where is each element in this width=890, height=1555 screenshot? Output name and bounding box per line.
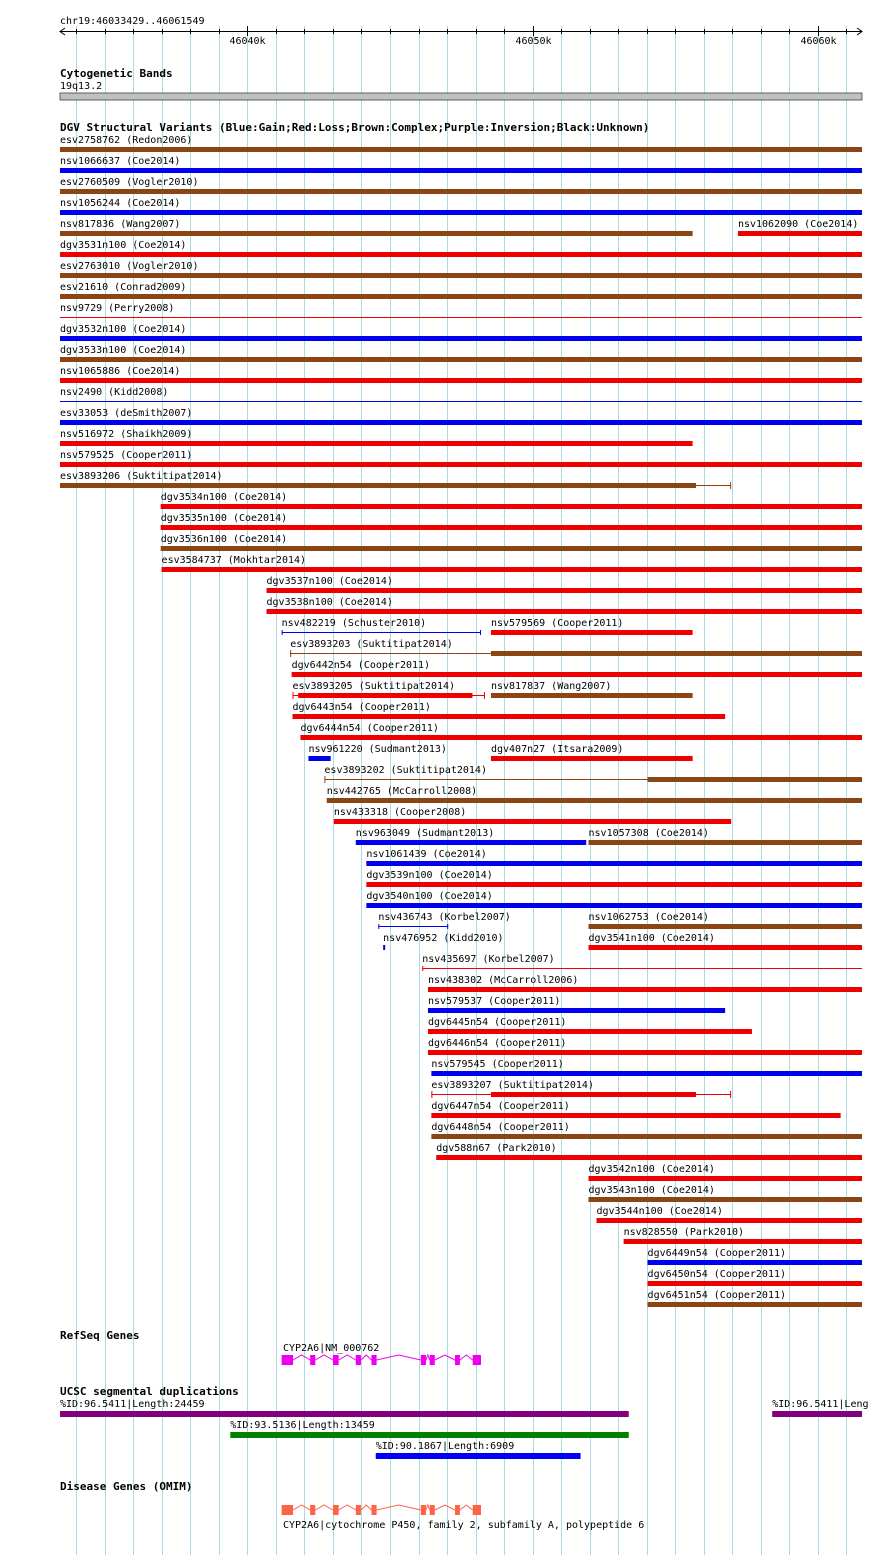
dgv-feature-label: nsv436743 (Korbel2007) [378, 912, 511, 923]
dgv-feature-label: nsv438302 (McCarroll2006) [427, 975, 579, 986]
dgv-feature[interactable] [324, 765, 862, 783]
refseq-intron [435, 1355, 455, 1360]
dgv-feature-label: esv3893202 (Suktitipat2014) [324, 765, 487, 776]
dgv-feature[interactable] [282, 618, 481, 635]
dgv-feature-label: dgv3538n100 (Coe2014) [266, 597, 393, 608]
dgv-feature[interactable] [60, 471, 731, 489]
dgv-feature[interactable] [422, 954, 862, 971]
dgv-feature-label: dgv588n67 (Park2010) [436, 1143, 557, 1154]
dgv-feature-block [491, 756, 693, 761]
dgv-feature-label: esv21610 (Conrad2009) [60, 282, 187, 293]
dgv-feature-block [60, 273, 862, 278]
dgv-feature-label: esv3893203 (Suktitipat2014) [290, 639, 453, 650]
dgv-feature[interactable] [334, 807, 731, 824]
dgv-feature-block [589, 1197, 862, 1202]
dgv-feature-label: nsv1061439 (Coe2014) [366, 849, 487, 860]
dgv-feature-block [60, 483, 696, 488]
dgv-feature-block [366, 882, 862, 887]
omim-exon [455, 1505, 460, 1515]
omim-exon [333, 1505, 339, 1515]
refseq-intron [315, 1355, 333, 1360]
dgv-feature-block [292, 672, 862, 677]
dgv-feature-block [60, 420, 862, 425]
dgv-feature[interactable] [378, 912, 510, 929]
dgv-feature-label: dgv6448n54 (Cooper2011) [431, 1122, 570, 1133]
refseq-exon [430, 1355, 435, 1365]
dgv-feature[interactable] [428, 996, 725, 1013]
dgv-feature[interactable] [161, 534, 862, 551]
dgv-feature-block [589, 1176, 862, 1181]
dgv-feature[interactable] [267, 576, 862, 593]
dgv-feature-block [162, 567, 862, 572]
dgv-feature[interactable] [491, 618, 693, 635]
dgv-feature[interactable] [589, 1164, 862, 1181]
dgv-feature-label: esv3893207 (Suktitipat2014) [431, 1080, 594, 1091]
omim-intron [377, 1505, 421, 1510]
dgv-feature-label: esv2763010 (Vogler2010) [60, 261, 199, 272]
dgv-feature-label: nsv817836 (Wang2007) [60, 219, 181, 230]
dgv-feature-label: nsv817837 (Wang2007) [490, 681, 612, 692]
refseq-intron [293, 1355, 310, 1360]
refseq-intron [426, 1355, 430, 1360]
dgv-feature-label: nsv1057308 (Coe2014) [588, 828, 709, 839]
omim-track-title: Disease Genes (OMIM) [60, 1480, 193, 1493]
dgv-feature-label: nsv435697 (Korbel2007) [422, 954, 555, 965]
dgv-feature-block [436, 1155, 862, 1160]
segdup-features [60, 1399, 869, 1459]
dgv-feature[interactable] [60, 450, 862, 467]
dgv-feature-label: nsv476952 (Kidd2010) [383, 933, 504, 944]
dgv-feature-label: dgv6451n54 (Cooper2011) [647, 1290, 787, 1301]
omim-exon [282, 1505, 293, 1515]
dgv-feature-block [738, 231, 862, 236]
dgv-feature-end-cap [730, 1091, 731, 1098]
segdup-feature-block [230, 1432, 628, 1438]
dgv-feature-block [589, 840, 862, 845]
dgv-feature[interactable] [290, 639, 862, 657]
refseq-intron [339, 1355, 356, 1360]
dgv-feature-block [60, 168, 862, 173]
dgv-feature-label: nsv9729 (Perry2008) [60, 303, 175, 314]
dgv-feature-label: dgv6445n54 (Cooper2011) [427, 1017, 567, 1028]
dgv-feature-block [366, 861, 862, 866]
dgv-feature-label: esv2758762 (Redon2006) [60, 135, 193, 146]
dgv-feature-label: dgv6449n54 (Cooper2011) [647, 1248, 787, 1259]
dgv-feature-block [60, 147, 862, 152]
refseq-intron [361, 1355, 372, 1360]
dgv-feature-label: nsv1062090 (Coe2014) [737, 219, 859, 230]
dgv-feature-block [648, 1302, 862, 1307]
segdup-feature[interactable] [230, 1420, 628, 1438]
dgv-feature-label: dgv3532n100 (Coe2014) [60, 324, 187, 335]
dgv-feature-end-cap [480, 630, 481, 635]
dgv-feature-block [292, 714, 725, 719]
dgv-feature-label: nsv579537 (Cooper2011) [427, 996, 561, 1007]
dgv-feature-label: dgv6447n54 (Cooper2011) [431, 1101, 570, 1112]
dgv-feature[interactable] [383, 933, 503, 950]
dgv-feature-label: nsv433318 (Cooper2008) [333, 807, 467, 818]
dgv-feature-label: esv3584737 (Mokhtar2014) [161, 555, 307, 566]
refseq-exon [421, 1355, 426, 1365]
dgv-feature-block [60, 441, 693, 446]
dgv-feature-label: dgv3540n100 (Coe2014) [366, 891, 493, 902]
segdup-feature[interactable] [60, 1399, 629, 1417]
dgv-feature[interactable] [431, 1101, 840, 1118]
refseq-gene-label: CYP2A6|NM_000762 [283, 1343, 380, 1354]
dgv-feature-block [334, 819, 731, 824]
dgv-feature-block [356, 840, 586, 845]
dgv-feature[interactable] [292, 660, 862, 677]
dgv-feature-label: nsv1062753 (Coe2014) [588, 912, 709, 923]
dgv-feature-block [491, 693, 693, 698]
dgv-feature-label: dgv3536n100 (Coe2014) [160, 534, 288, 545]
dgv-feature[interactable] [366, 891, 862, 908]
dgv-features [60, 135, 862, 1307]
cytoband-label: 19q13.2 [60, 81, 103, 92]
refseq-exon [282, 1355, 293, 1365]
segdup-track-title: UCSC segmental duplications [60, 1385, 239, 1398]
dgv-feature[interactable] [436, 1143, 862, 1160]
dgv-feature-label: nsv1066637 (Coe2014) [60, 156, 181, 167]
dgv-feature[interactable] [648, 1248, 862, 1265]
dgv-feature-start-cap [292, 692, 293, 699]
dgv-feature[interactable] [366, 870, 862, 887]
dgv-feature-block [60, 336, 862, 341]
dgv-feature-start-cap [422, 966, 423, 971]
dgv-feature-block [589, 924, 862, 929]
segdup-feature[interactable] [772, 1399, 868, 1417]
dgv-feature[interactable] [267, 597, 862, 614]
dgv-feature-label: dgv3541n100 (Coe2014) [588, 933, 715, 944]
dgv-feature-block [161, 546, 862, 551]
dgv-feature[interactable] [431, 1122, 862, 1139]
dgv-feature[interactable] [60, 240, 862, 257]
dgv-feature-label: nsv442765 (McCarroll2008) [326, 786, 478, 797]
segdup-feature[interactable] [376, 1441, 581, 1459]
dgv-feature-block [60, 189, 862, 194]
omim-intron [435, 1505, 455, 1510]
dgv-feature[interactable] [624, 1227, 862, 1244]
omim-exon [430, 1505, 435, 1515]
dgv-feature-block [366, 903, 862, 908]
dgv-feature-label: dgv3535n100 (Coe2014) [160, 513, 288, 524]
refseq-exon [310, 1355, 315, 1365]
dgv-feature-start-cap [290, 650, 291, 657]
refseq-exon [371, 1355, 376, 1365]
dgv-feature[interactable] [60, 324, 862, 341]
dgv-feature[interactable] [60, 303, 862, 318]
dgv-feature[interactable] [60, 387, 862, 402]
dgv-feature-block [491, 651, 862, 656]
dgv-feature-label: nsv516972 (Shaikh2009) [60, 429, 193, 440]
dgv-feature-label: esv33053 (deSmith2007) [60, 408, 193, 419]
dgv-feature-label: dgv6444n54 (Cooper2011) [300, 723, 439, 734]
dgv-feature[interactable] [589, 1185, 862, 1202]
dgv-feature[interactable] [292, 702, 725, 719]
refseq-exon [455, 1355, 460, 1365]
dgv-feature-label: esv2760509 (Vogler2010) [60, 177, 199, 188]
omim-exon [310, 1505, 315, 1515]
dgv-feature[interactable] [431, 1059, 862, 1076]
dgv-feature-connector [696, 485, 731, 486]
dgv-feature-label: dgv3543n100 (Coe2014) [588, 1185, 715, 1196]
region-label: chr19:46033429..46061549 [60, 16, 205, 27]
dgv-feature-label: nsv828550 (Park2010) [623, 1227, 745, 1238]
dgv-feature-label: nsv1065886 (Coe2014) [60, 366, 181, 377]
refseq-gene-model[interactable] [282, 1355, 481, 1365]
refseq-intron [377, 1355, 421, 1360]
refseq-exon [333, 1355, 339, 1365]
dgv-feature-block [327, 798, 862, 803]
dgv-feature[interactable] [327, 786, 862, 803]
omim-exon [356, 1505, 361, 1515]
dgv-feature-block [60, 252, 862, 257]
dgv-feature-end-cap [730, 482, 731, 489]
dgv-feature[interactable] [648, 1290, 862, 1307]
dgv-feature[interactable] [60, 219, 693, 236]
dgv-feature-label: nsv963049 (Sudmant2013) [355, 828, 495, 839]
dgv-feature[interactable] [60, 429, 693, 446]
omim-intron [315, 1505, 333, 1510]
segdup-feature-block [772, 1411, 862, 1417]
dgv-feature-block [648, 1281, 862, 1286]
dgv-feature-block [60, 294, 862, 299]
omim-intron [361, 1505, 372, 1510]
dgv-feature-block [161, 525, 862, 530]
dgv-feature-start-cap [324, 776, 325, 783]
dgv-feature[interactable] [738, 219, 862, 236]
dgv-feature[interactable] [60, 408, 862, 425]
dgv-feature-block [308, 756, 330, 761]
dgv-feature-label: dgv6446n54 (Cooper2011) [427, 1038, 567, 1049]
dgv-feature[interactable] [161, 492, 862, 509]
dgv-feature[interactable] [589, 933, 862, 950]
dgv-feature[interactable] [300, 723, 862, 740]
dgv-feature[interactable] [162, 555, 862, 572]
dgv-feature-block [60, 378, 862, 383]
dgv-feature-block [298, 693, 472, 698]
omim-intron [426, 1505, 430, 1510]
omim-gene-label: CYP2A6|cytochrome P450, family 2, subfamily A, polypeptide 6 [283, 1520, 645, 1531]
dgv-feature-block [428, 1008, 725, 1013]
dgv-feature[interactable] [60, 135, 862, 152]
segdup-feature-block [376, 1453, 581, 1459]
dgv-feature-block [491, 1092, 696, 1097]
cytoband-track-title: Cytogenetic Bands [60, 67, 173, 80]
dgv-feature-label: nsv482219 (Schuster2010) [281, 618, 427, 629]
dgv-feature-block [648, 1260, 862, 1265]
segdup-feature-label: %ID:90.1867|Length:6909 [375, 1441, 515, 1452]
dgv-feature[interactable] [60, 198, 862, 215]
dgv-feature[interactable] [428, 1038, 862, 1055]
dgv-feature-label: dgv3531n100 (Coe2014) [60, 240, 187, 251]
dgv-feature-block [648, 777, 862, 782]
dgv-feature-line [282, 632, 481, 633]
omim-intron [293, 1505, 310, 1510]
ruler-tick-label: 46050k [515, 36, 552, 47]
dgv-feature-block [431, 1113, 840, 1118]
segdup-feature-block [60, 1411, 629, 1417]
dgv-feature-block [431, 1134, 862, 1139]
dgv-feature[interactable] [60, 177, 862, 194]
dgv-feature-block [161, 504, 862, 509]
ruler [60, 26, 862, 47]
dgv-feature[interactable] [356, 828, 586, 845]
dgv-feature-block [60, 462, 862, 467]
dgv-feature[interactable] [491, 744, 693, 761]
dgv-feature-block [300, 735, 862, 740]
dgv-feature[interactable] [589, 912, 862, 929]
ruler-tick-label: 46040k [229, 36, 266, 47]
dgv-feature-block [597, 1218, 862, 1223]
refseq-exon [356, 1355, 361, 1365]
dgv-feature[interactable] [648, 1269, 862, 1286]
dgv-feature-line [378, 926, 448, 927]
cytoband-bar[interactable] [60, 93, 862, 100]
omim-exon [421, 1505, 426, 1515]
dgv-feature-block [428, 1029, 752, 1034]
dgv-track-title: DGV Structural Variants (Blue:Gain;Red:Loss;Brown:Complex;Purple:Inversion;Black:Unknown) [60, 121, 650, 134]
omim-exon [473, 1505, 481, 1515]
dgv-feature-label: nsv2490 (Kidd2008) [60, 387, 169, 398]
dgv-feature-block [428, 1050, 862, 1055]
dgv-feature-block [60, 231, 693, 236]
dgv-feature-label: dgv407n27 (Itsara2009) [490, 744, 624, 755]
dgv-feature-block [428, 987, 862, 992]
dgv-feature[interactable] [308, 744, 446, 761]
dgv-feature-block [491, 630, 693, 635]
dgv-feature-label: dgv3534n100 (Coe2014) [160, 492, 288, 503]
dgv-feature-block [267, 609, 862, 614]
dgv-feature[interactable] [491, 681, 693, 698]
ruler-tick-label: 46060k [800, 36, 837, 47]
dgv-feature[interactable] [428, 1017, 752, 1034]
dgv-feature[interactable] [60, 345, 862, 362]
dgv-feature[interactable] [292, 681, 485, 699]
refseq-intron [460, 1355, 473, 1360]
dgv-feature[interactable] [60, 282, 862, 299]
refseq-exon [473, 1355, 481, 1365]
dgv-feature-block [267, 588, 862, 593]
dgv-feature-label: dgv3537n100 (Coe2014) [266, 576, 393, 587]
omim-intron [339, 1505, 356, 1510]
dgv-feature-label: dgv6450n54 (Cooper2011) [647, 1269, 787, 1280]
dgv-feature[interactable] [60, 156, 862, 173]
dgv-feature-label: dgv3533n100 (Coe2014) [60, 345, 187, 356]
dgv-feature-block [624, 1239, 862, 1244]
dgv-feature[interactable] [428, 975, 862, 992]
dgv-feature-label: dgv3539n100 (Coe2014) [366, 870, 493, 881]
dgv-feature-start-cap [378, 924, 379, 929]
dgv-feature-block [383, 945, 385, 950]
dgv-feature-line [60, 317, 862, 318]
omim-exon [371, 1505, 376, 1515]
dgv-feature-start-cap [282, 630, 283, 635]
dgv-feature-label: nsv579569 (Cooper2011) [490, 618, 624, 629]
dgv-feature-label: dgv6442n54 (Cooper2011) [291, 660, 431, 671]
dgv-feature[interactable] [597, 1206, 862, 1223]
dgv-feature[interactable] [60, 261, 862, 278]
refseq-track-title: RefSeq Genes [60, 1329, 140, 1342]
dgv-feature-label: esv3893206 (Suktitipat2014) [60, 471, 223, 482]
omim-intron [460, 1505, 473, 1510]
dgv-feature-label: dgv6443n54 (Cooper2011) [292, 702, 431, 713]
dgv-feature-label: nsv579525 (Cooper2011) [60, 450, 193, 461]
dgv-feature[interactable] [366, 849, 862, 866]
dgv-feature-line [422, 968, 862, 969]
dgv-feature[interactable] [161, 513, 862, 530]
dgv-feature-label: nsv961220 (Sudmant2013) [308, 744, 447, 755]
segdup-feature-label: %ID:93.5136|Length:13459 [230, 1420, 375, 1431]
dgv-feature-label: dgv3544n100 (Coe2014) [596, 1206, 723, 1217]
dgv-feature-end-cap [447, 924, 448, 929]
omim-gene-model[interactable] [282, 1505, 481, 1515]
dgv-feature-block [60, 357, 862, 362]
dgv-feature-block [60, 210, 862, 215]
dgv-feature-end-cap [484, 692, 485, 699]
dgv-feature-label: nsv1056244 (Coe2014) [60, 198, 181, 209]
dgv-feature-start-cap [431, 1091, 432, 1098]
dgv-feature-line [60, 401, 862, 402]
dgv-feature-label: esv3893205 (Suktitipat2014) [292, 681, 456, 692]
dgv-feature-block [589, 945, 862, 950]
dgv-feature[interactable] [589, 828, 862, 845]
dgv-feature[interactable] [60, 366, 862, 383]
segdup-feature-label: %ID:96.5411|Leng [772, 1399, 869, 1410]
dgv-feature-label: dgv3542n100 (Coe2014) [588, 1164, 715, 1175]
dgv-feature-label: nsv579545 (Cooper2011) [431, 1059, 564, 1070]
dgv-feature-block [431, 1071, 862, 1076]
segdup-feature-label: %ID:96.5411|Length:24459 [60, 1399, 205, 1410]
